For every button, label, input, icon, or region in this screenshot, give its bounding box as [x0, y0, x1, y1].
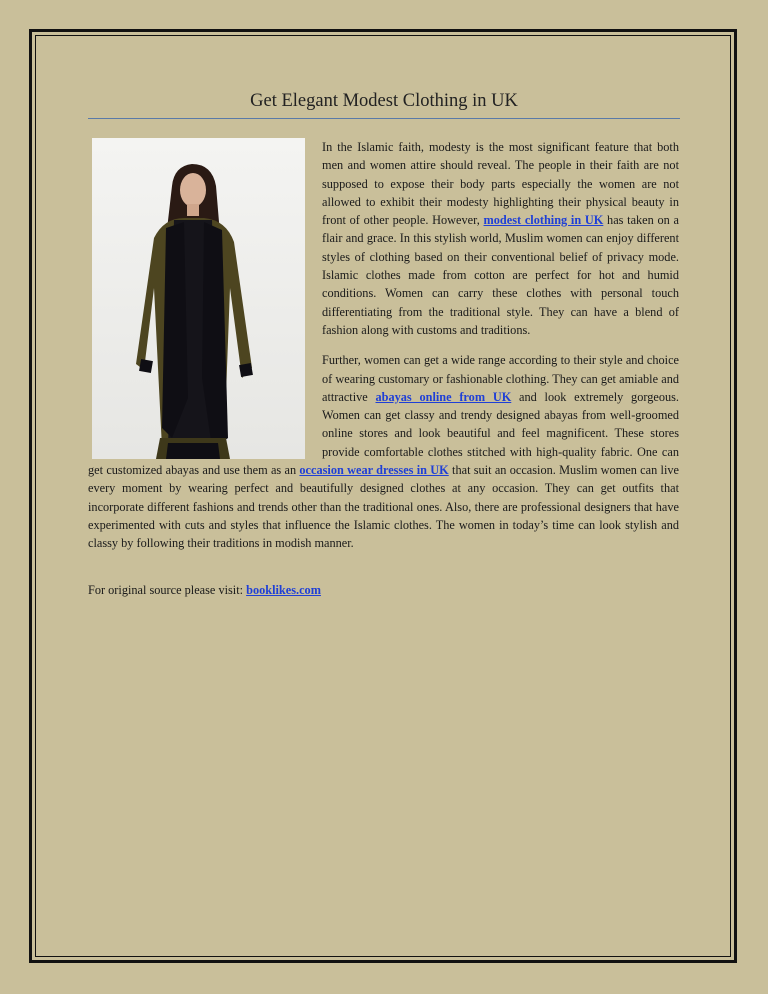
source-label: For original source please visit: [88, 583, 247, 597]
page-title: Get Elegant Modest Clothing in UK [250, 91, 518, 111]
paragraph-2-text-end: that suit an occasion. Muslim women can live every moment by wearing perfect and beautifully designed clothes at any occasion. They can get outfits that incorporate different fashions and trends other than the traditional ones. Also, there are professional designers that have experimented with cuts and styles that influence the Islamic clothes. The women in today’s time can look stylish and classy by following their traditions in modish manner. [88, 463, 679, 551]
source-link[interactable]: booklikes.com [246, 583, 321, 597]
title-divider [88, 118, 680, 119]
modest-clothing-link[interactable]: modest clothing in UK [483, 213, 604, 228]
model-photo [92, 138, 305, 459]
woman-in-abaya-image [92, 138, 305, 459]
source-line [88, 583, 321, 598]
paragraph-2-text-middle: and look extremely gorgeous. Women can get classy and trendy designed abayas from well-groomed online stores and look beautiful and feel magnificent. These stores provide comfortable clothes stitched with high-quality fabric. One can get customized abayas and use them as an [88, 389, 679, 478]
paragraph-2-text-start: Further, women can get a wide range according to their style and choice of wearing customary or fashionable clothing. They can get amiable and attractive [322, 353, 679, 404]
article-body [88, 138, 679, 565]
paragraph-1-text-start: In the Islamic faith, modesty is the most significant feature that both men and women attire should reveal. The people in their faith are not supposed to expose their body parts especially the women are not allowed to exhibit their modesty highlighting their physical beauty in front of other people. However, [322, 140, 679, 228]
abayas-online-link[interactable]: abayas online from UK [375, 389, 512, 404]
paragraph-1-text-end: has taken on a flair and grace. In this stylish world, Muslim women can enjoy different styles of clothing based on their conventional belief of privacy mode. Islamic clothes made from cotton are perfect for hot and humid conditions. Women can carry these clothes with personal touch differentiating from the traditional style. They can have a blend of fashion along with customs and traditions. [322, 213, 679, 337]
occasion-wear-link[interactable]: occasion wear dresses in UK [299, 463, 449, 478]
